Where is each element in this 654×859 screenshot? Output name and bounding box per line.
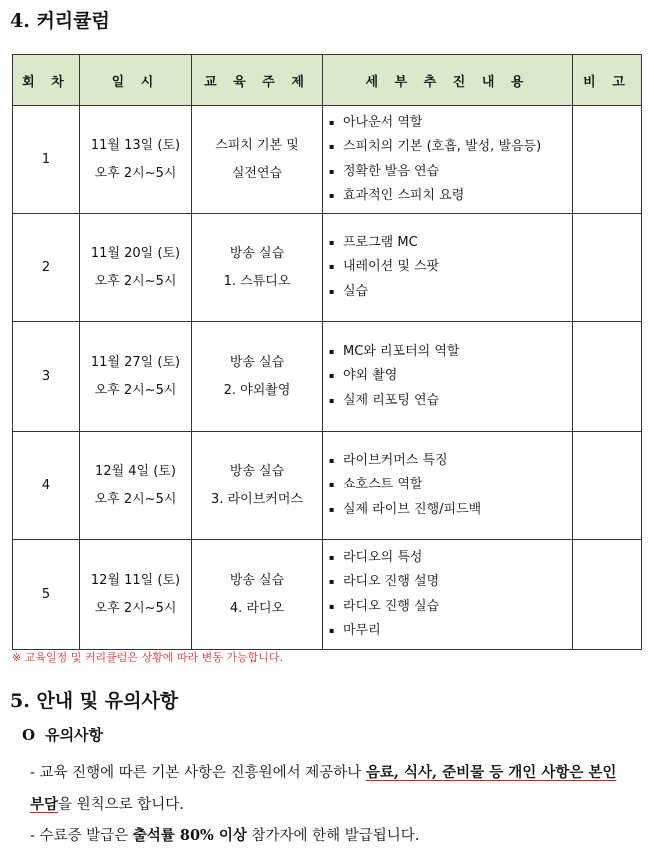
detail-item: ▪ 효과적인 스피치 요령	[329, 184, 566, 209]
detail-item: ▪ 라이브커머스 특징	[329, 449, 566, 474]
session-topic	[192, 322, 323, 432]
session-time: 오후 2시~5시	[94, 273, 177, 289]
session-datetime	[80, 540, 192, 650]
topic-line: 4. 라디오	[229, 600, 285, 616]
session-date: 12월 4일 (토)	[95, 463, 176, 479]
topic-line: 스피치 기본 및	[215, 137, 299, 153]
session-details	[323, 214, 573, 322]
curriculum-table	[12, 54, 642, 650]
schedule-change-notice: ※ 교육일정 및 커리큘럼은 상황에 따라 변동 가능합니다.	[12, 651, 283, 664]
detail-item: ▪ 라디오 진행 설명	[329, 570, 566, 595]
session-datetime	[80, 106, 192, 214]
session-remarks	[573, 540, 642, 650]
session-time: 오후 2시~5시	[94, 600, 177, 616]
header-remarks: 비 고	[573, 55, 642, 106]
detail-item: ▪ 라디오 진행 실습	[329, 595, 566, 620]
session-remarks	[573, 214, 642, 322]
session-number: 2	[13, 214, 80, 322]
detail-item: ▪ 스피치의 기본 (호흡, 발성, 발음등)	[329, 135, 566, 160]
session-remarks	[573, 106, 642, 214]
session-number: 3	[13, 322, 80, 432]
session-topic	[192, 540, 323, 650]
precaution-text: - 수료증 발급은	[30, 828, 133, 844]
section-4-title: 4. 커리큘럼	[10, 10, 110, 32]
detail-item: ▪ 정확한 발음 연습	[329, 160, 566, 185]
table-row	[13, 432, 642, 540]
session-datetime	[80, 432, 192, 540]
session-details	[323, 322, 573, 432]
precaution-item-2	[30, 820, 635, 852]
precaution-emphasis: 음료, 식사, 준비물 등 개인 사항은 본인 부담	[30, 764, 617, 813]
precaution-text: 을 원칙으로 합니다.	[58, 797, 184, 813]
detail-item: ▪ 라디오의 특성	[329, 546, 566, 571]
topic-line: 실전연습	[231, 165, 283, 181]
session-datetime	[80, 322, 192, 432]
precaution-text: 참가자에 한해 발급됩니다.	[246, 828, 420, 844]
session-date: 11월 13일 (토)	[90, 137, 181, 153]
precautions-heading	[22, 724, 103, 745]
topic-line: 3. 라이브커머스	[211, 491, 303, 507]
session-topic	[192, 432, 323, 540]
header-topic: 교 육 주 제	[192, 55, 323, 106]
session-details	[323, 540, 573, 650]
topic-line: 방송 실습	[229, 245, 285, 261]
detail-item: ▪ 실습	[329, 280, 566, 305]
session-topic	[192, 214, 323, 322]
precautions-label: 유의사항	[45, 726, 104, 744]
detail-item: ▪ MC와 리포터의 역할	[329, 340, 566, 365]
session-date: 12월 11일 (토)	[90, 572, 181, 588]
header-datetime: 일 시	[80, 55, 192, 106]
session-date: 11월 27일 (토)	[90, 354, 181, 370]
session-topic	[192, 106, 323, 214]
session-number: 4	[13, 432, 80, 540]
detail-item: ▪ 내레이션 및 스팟	[329, 255, 566, 280]
precaution-emphasis: 출석률 80% 이상	[132, 827, 247, 844]
detail-item: ▪ 쇼호스트 역할	[329, 473, 566, 498]
topic-line: 1. 스튜디오	[223, 273, 291, 289]
detail-item: ▪ 야외 촬영	[329, 364, 566, 389]
detail-item: ▪ 프로그램 MC	[329, 231, 566, 256]
detail-item: ▪ 실제 라이브 진행/피드백	[329, 498, 566, 523]
topic-line: 방송 실습	[229, 463, 285, 479]
session-remarks	[573, 322, 642, 432]
precaution-item-1	[30, 757, 635, 821]
session-number: 5	[13, 540, 80, 650]
header-details: 세 부 추 진 내 용	[323, 55, 573, 106]
session-date: 11월 20일 (토)	[90, 245, 181, 261]
detail-item: ▪ 아나운서 역할	[329, 111, 566, 136]
table-row	[13, 214, 642, 322]
section-5-title: 5. 안내 및 유의사항	[10, 690, 179, 712]
session-datetime	[80, 214, 192, 322]
topic-line: 2. 야외촬영	[223, 382, 291, 398]
table-row	[13, 322, 642, 432]
session-details	[323, 432, 573, 540]
session-details	[323, 106, 573, 214]
topic-line: 방송 실습	[229, 354, 285, 370]
precaution-text: - 교육 진행에 따른 기본 사항은 진흥원에서 제공하나	[30, 765, 366, 781]
detail-item: ▪ 마무리	[329, 619, 566, 644]
table-row	[13, 106, 642, 214]
detail-item: ▪ 실제 리포팅 연습	[329, 389, 566, 414]
circle-bullet-icon: O	[22, 726, 36, 744]
session-time: 오후 2시~5시	[94, 165, 177, 181]
session-remarks	[573, 432, 642, 540]
table-row	[13, 540, 642, 650]
session-time: 오후 2시~5시	[94, 382, 177, 398]
topic-line: 방송 실습	[229, 572, 285, 588]
session-number: 1	[13, 106, 80, 214]
header-session: 회 차	[13, 55, 80, 106]
table-header-row	[13, 55, 642, 106]
session-time: 오후 2시~5시	[94, 491, 177, 507]
